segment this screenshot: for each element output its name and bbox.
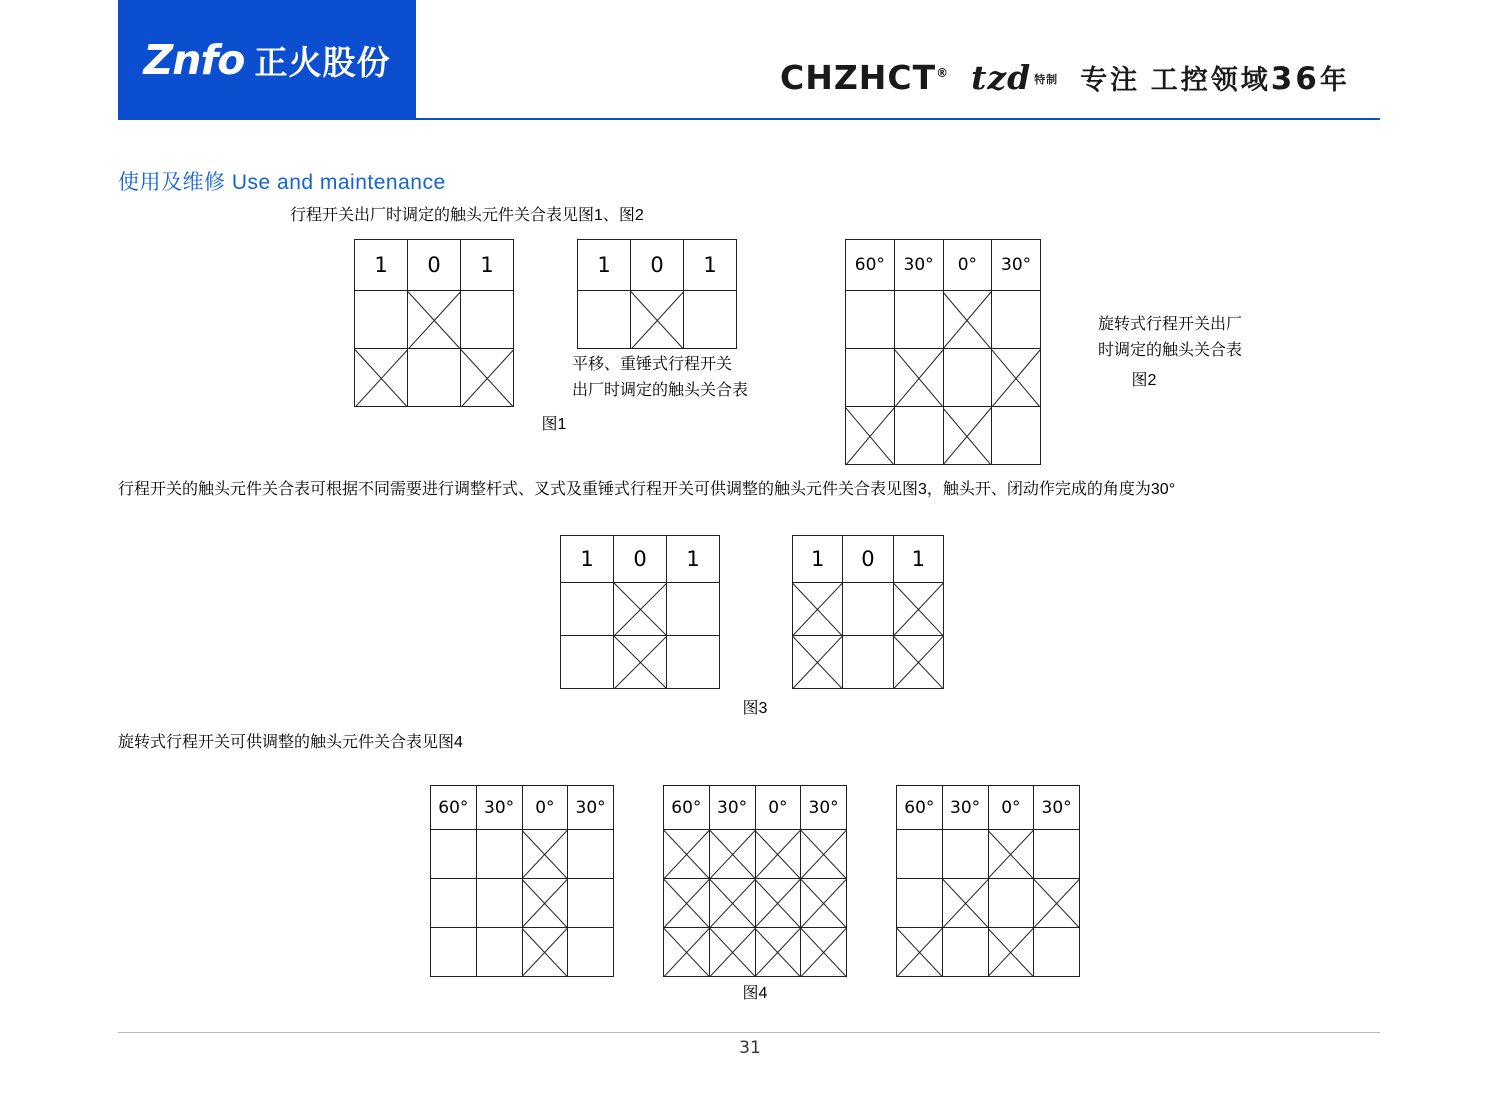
table-row bbox=[897, 928, 1080, 977]
table-row bbox=[897, 879, 1080, 928]
table-header-cell: 30° bbox=[709, 786, 755, 830]
empty-cell bbox=[992, 291, 1041, 349]
empty-cell bbox=[684, 291, 737, 349]
table-fig4-b bbox=[663, 785, 847, 977]
table-header-cell: 1 bbox=[578, 240, 631, 291]
table-header-cell: 30° bbox=[476, 786, 522, 830]
caption-fig2: 图2 bbox=[1131, 372, 1157, 389]
table-header-row bbox=[355, 240, 514, 291]
empty-cell bbox=[992, 407, 1041, 465]
cross-cell bbox=[522, 928, 568, 977]
table-row bbox=[793, 636, 944, 689]
empty-cell bbox=[943, 349, 992, 407]
empty-cell bbox=[408, 349, 461, 407]
table-row bbox=[431, 879, 614, 928]
lower-paragraph: 旋转式行程开关可供调整的触头元件关合表见图4 bbox=[118, 734, 463, 751]
empty-cell bbox=[461, 291, 514, 349]
table-row bbox=[846, 349, 1041, 407]
table-header-cell: 0 bbox=[631, 240, 684, 291]
slogan-suffix: 年 bbox=[1319, 65, 1350, 95]
brand-tzd bbox=[971, 58, 1058, 97]
table-header-cell: 1 bbox=[461, 240, 514, 291]
empty-cell bbox=[942, 830, 988, 879]
table-header-cell: 0° bbox=[522, 786, 568, 830]
empty-cell bbox=[476, 928, 522, 977]
empty-cell bbox=[578, 291, 631, 349]
table-header-cell: 0 bbox=[614, 536, 667, 583]
table-row bbox=[846, 407, 1041, 465]
empty-cell bbox=[843, 583, 893, 636]
table-header-cell: 60° bbox=[897, 786, 943, 830]
cross-cell bbox=[755, 928, 801, 977]
cross-cell bbox=[893, 583, 943, 636]
brand-tzd-text: tzd bbox=[971, 58, 1032, 97]
company-logo bbox=[118, 0, 416, 120]
brand-tzd-subtext: 特制 bbox=[1034, 74, 1059, 86]
cross-cell bbox=[614, 636, 667, 689]
brand-chzhct bbox=[780, 58, 949, 97]
table-row bbox=[664, 928, 847, 977]
table-header-cell: 0 bbox=[843, 536, 893, 583]
cross-cell bbox=[522, 830, 568, 879]
empty-cell bbox=[561, 636, 614, 689]
table-header-cell: 1 bbox=[667, 536, 720, 583]
empty-cell bbox=[667, 636, 720, 689]
section-title: 使用及维修 Use and maintenance bbox=[118, 171, 446, 194]
mid-paragraph: 行程开关的触头元件关合表可根据不同需要进行调整杆式、叉式及重锤式行程开关可供调整的触头元件关合表见图3，触头开、闭动作完成的角度为30° bbox=[118, 481, 1176, 498]
intro-paragraph: 行程开关出厂时调定的触头元件关合表见图1、图2 bbox=[290, 207, 644, 224]
empty-cell bbox=[1034, 830, 1080, 879]
header-divider bbox=[416, 118, 1380, 120]
table-header-cell: 30° bbox=[568, 786, 614, 830]
table-fig2 bbox=[845, 239, 1041, 465]
footer-divider bbox=[118, 1032, 1380, 1033]
table-header-cell: 60° bbox=[664, 786, 710, 830]
table-header-row bbox=[578, 240, 737, 291]
logo-chinese-text: 正火股份 bbox=[254, 43, 391, 81]
cross-cell bbox=[801, 879, 847, 928]
cross-cell bbox=[801, 928, 847, 977]
table-header-cell: 0° bbox=[988, 786, 1034, 830]
slogan-number: 36 bbox=[1270, 61, 1320, 97]
table-row bbox=[561, 636, 720, 689]
brand-slogan bbox=[1080, 58, 1350, 97]
table-header-cell: 30° bbox=[992, 240, 1041, 291]
empty-cell bbox=[431, 830, 477, 879]
empty-cell bbox=[568, 879, 614, 928]
cross-cell bbox=[664, 928, 710, 977]
table-row bbox=[793, 583, 944, 636]
page-number: 31 bbox=[739, 1038, 761, 1058]
cross-cell bbox=[355, 349, 408, 407]
empty-cell bbox=[897, 830, 943, 879]
table-header-cell: 1 bbox=[561, 536, 614, 583]
table-header-row bbox=[561, 536, 720, 583]
empty-cell bbox=[846, 291, 895, 349]
empty-cell bbox=[846, 349, 895, 407]
table-fig3-right bbox=[792, 535, 944, 689]
cross-cell bbox=[755, 879, 801, 928]
cross-cell bbox=[631, 291, 684, 349]
cross-cell bbox=[988, 928, 1034, 977]
cross-cell bbox=[408, 291, 461, 349]
cross-cell bbox=[894, 349, 943, 407]
table-row bbox=[431, 928, 614, 977]
table-fig1-left bbox=[354, 239, 514, 407]
table-row bbox=[578, 291, 737, 349]
cross-cell bbox=[942, 879, 988, 928]
empty-cell bbox=[568, 928, 614, 977]
table-header-cell: 1 bbox=[684, 240, 737, 291]
table-header-row bbox=[846, 240, 1041, 291]
table-header-cell: 30° bbox=[1034, 786, 1080, 830]
table-header-cell: 60° bbox=[431, 786, 477, 830]
table-row bbox=[355, 349, 514, 407]
empty-cell bbox=[568, 830, 614, 879]
table-header-cell: 30° bbox=[942, 786, 988, 830]
table-fig3-left bbox=[560, 535, 720, 689]
cross-cell bbox=[664, 830, 710, 879]
table-fig4-a bbox=[430, 785, 614, 977]
cross-cell bbox=[992, 349, 1041, 407]
cross-cell bbox=[1034, 879, 1080, 928]
table-header-cell: 30° bbox=[801, 786, 847, 830]
caption-fig2-note: 旋转式行程开关出厂 时调定的触头关合表 bbox=[1098, 316, 1243, 359]
cross-cell bbox=[801, 830, 847, 879]
table-header-cell: 0 bbox=[408, 240, 461, 291]
empty-cell bbox=[942, 928, 988, 977]
table-row bbox=[664, 830, 847, 879]
table-row bbox=[664, 879, 847, 928]
cross-cell bbox=[709, 879, 755, 928]
cross-cell bbox=[614, 583, 667, 636]
table-fig4-c bbox=[896, 785, 1080, 977]
brand-marks bbox=[780, 58, 1350, 97]
empty-cell bbox=[894, 407, 943, 465]
table-header-cell: 1 bbox=[793, 536, 843, 583]
empty-cell bbox=[355, 291, 408, 349]
table-header-cell: 30° bbox=[894, 240, 943, 291]
cross-cell bbox=[709, 928, 755, 977]
cross-cell bbox=[897, 928, 943, 977]
cross-cell bbox=[988, 830, 1034, 879]
empty-cell bbox=[667, 583, 720, 636]
caption-fig3: 图3 bbox=[742, 700, 768, 717]
table-row bbox=[561, 583, 720, 636]
table-row bbox=[431, 830, 614, 879]
empty-cell bbox=[476, 830, 522, 879]
brand-chzhct-text: CHZHCT bbox=[780, 58, 937, 97]
cross-cell bbox=[709, 830, 755, 879]
cross-cell bbox=[943, 291, 992, 349]
cross-cell bbox=[943, 407, 992, 465]
cross-cell bbox=[461, 349, 514, 407]
table-header-cell: 1 bbox=[355, 240, 408, 291]
cross-cell bbox=[846, 407, 895, 465]
table-row bbox=[897, 830, 1080, 879]
cross-cell bbox=[793, 583, 843, 636]
empty-cell bbox=[1034, 928, 1080, 977]
table-fig1-right bbox=[577, 239, 737, 349]
empty-cell bbox=[894, 291, 943, 349]
cross-cell bbox=[522, 879, 568, 928]
table-header-cell: 60° bbox=[846, 240, 895, 291]
table-header-cell: 1 bbox=[893, 536, 943, 583]
cross-cell bbox=[793, 636, 843, 689]
registered-mark-icon: ® bbox=[936, 66, 950, 80]
empty-cell bbox=[843, 636, 893, 689]
table-header-cell: 0° bbox=[755, 786, 801, 830]
logo-latin-text: Znfo bbox=[143, 36, 245, 84]
cross-cell bbox=[755, 830, 801, 879]
empty-cell bbox=[988, 879, 1034, 928]
empty-cell bbox=[897, 879, 943, 928]
caption-fig4: 图4 bbox=[742, 985, 768, 1002]
table-row bbox=[846, 291, 1041, 349]
table-header-row bbox=[431, 786, 614, 830]
table-row bbox=[355, 291, 514, 349]
empty-cell bbox=[476, 879, 522, 928]
cross-cell bbox=[664, 879, 710, 928]
caption-fig1-right-note: 平移、重锤式行程开关 出厂时调定的触头关合表 bbox=[572, 356, 749, 399]
cross-cell bbox=[893, 636, 943, 689]
table-header-cell: 0° bbox=[943, 240, 992, 291]
page-header bbox=[0, 0, 1500, 120]
table-header-row bbox=[897, 786, 1080, 830]
empty-cell bbox=[431, 928, 477, 977]
table-header-row bbox=[793, 536, 944, 583]
empty-cell bbox=[431, 879, 477, 928]
empty-cell bbox=[561, 583, 614, 636]
slogan-prefix: 专注 工控领域 bbox=[1080, 65, 1271, 95]
table-header-row bbox=[664, 786, 847, 830]
caption-fig1: 图1 bbox=[541, 416, 567, 433]
